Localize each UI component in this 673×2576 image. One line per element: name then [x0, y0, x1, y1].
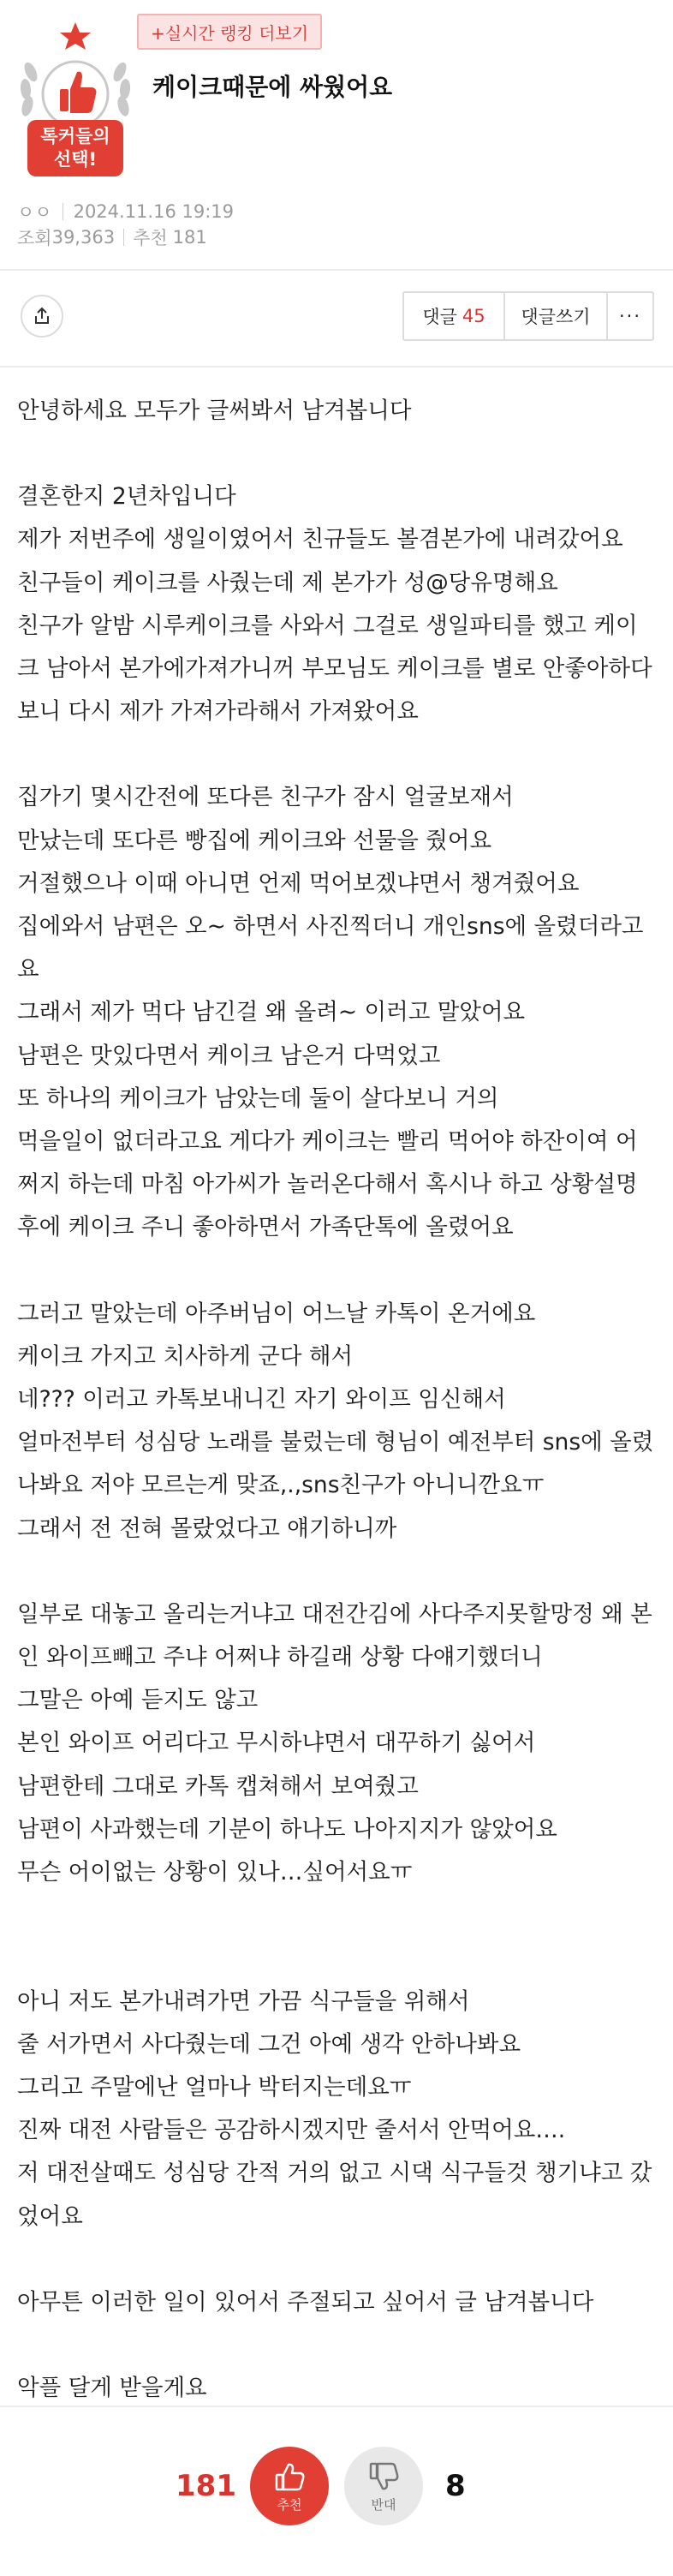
recommend-count: 181: [172, 227, 207, 248]
post-meta-author-date: [17, 199, 234, 224]
share-icon: [32, 306, 52, 326]
comments-count: 45: [462, 306, 485, 326]
post-actions: [402, 291, 654, 341]
post-body: [17, 390, 659, 2410]
badge-line-1: 톡커들의: [40, 126, 110, 146]
paragraph: 아니 저도 본가내려가면 가끔 식구들을 위해서 줄 서가면서 사다줬는데 그건 아예 생각 안하나봐요 그리고 주말에난 얼마나 박터지는데요ㅠ 진짜 대전 사람들은 공감하시겠지만 줄서서 안먹어요…. 저 대전살때도 성심당 간적 거의 없고 시댁 식구들것 챙기냐고 갔었어요: [17, 1987, 652, 2230]
recommend-label: 추천: [133, 228, 168, 248]
downvote-count: 8: [445, 2469, 466, 2503]
paragraph: 그러고 말았는데 아주버님이 어느날 카톡이 온거에요 케이크 가지고 치사하게 군다 해서 네??? 이러고 카톡보내니긴 자기 와이프 임신해서 얼마전부터 성심당 노래를 불렀는데 형님이 예전부터 sns에 올렸나봐요 저야 모르는게 맞죠,.,sns친구가 아니니깐요ㅠ 그래서 전 전혀 몰랐었다고 얘기하니까: [17, 1300, 654, 1542]
badge-line-2: 선택!: [53, 149, 98, 170]
paragraph: 아무튼 이러한 일이 있어서 주절되고 싶어서 글 남겨봅니다: [17, 2288, 594, 2316]
talkers-choice-badge: [15, 19, 135, 177]
paragraph: 일부로 대놓고 올리는거냐고 대전간김에 사다주지못할망정 왜 본인 와이프빼고 주냐 어쩌냐 하길래 상황 다얘기했더니 그말은 아예 듣지도 않고 본인 와이프 어리다고 무시하냐면서 대꾸하기 싫어서 남편한테 그대로 카톡 캡쳐해서 보여줬고 남편이 사과했는데 기분이 하나도 나아지지가 않았어요 무슨 어이없는 상황이 있나…싶어서요ㅠ: [17, 1600, 652, 1886]
realtime-ranking-button[interactable]: +실시간 랭킹 더보기: [137, 14, 322, 50]
upvote-label: 추천: [277, 2496, 302, 2513]
upvote-count: 181: [176, 2469, 236, 2503]
paragraph: 안녕하세요 모두가 글써봐서 남겨봅니다: [17, 397, 412, 424]
downvote-button[interactable]: [344, 2447, 423, 2525]
thumbs-down-icon: [366, 2459, 401, 2494]
badge-label: [27, 125, 123, 171]
more-options-button[interactable]: ···: [618, 306, 642, 326]
post-meta-stats: [17, 224, 207, 250]
paragraph: 집가기 몇시간전에 또다른 친구가 잠시 얼굴보재서 만났는데 또다른 빵집에 케이크와 선물을 줬어요 거절했으나 이때 아니면 언제 먹어보겠냐면서 챙겨줬어요 집에와서 남편은 오~ 하면서 사진찍더니 개인sns에 올렸더라고요 그래서 제가 먹다 남긴걸 왜 올려~ 이러고 말았어요 남편은 맛있다면서 케이크 남은거 다먹었고 또 하나의 케이크가 남았는데 둘이 살다보니 거의 먹을일이 없더라고요 게다가 케이크는 빨리 먹어야 하잔이여 어쩌지 하는데 마침 아가씨가 놀러온다해서 혹시나 하고 상황설명후에 케이크 주니 좋아하면서 가족단톡에 올렸어요: [17, 784, 644, 1241]
thumbs-up-icon: [272, 2459, 307, 2494]
paragraph: 악플 달게 받을게요: [17, 2374, 207, 2401]
actions-divider: [0, 366, 673, 368]
comments-button[interactable]: [404, 293, 505, 339]
meta-divider: [123, 229, 124, 246]
post-header: [0, 0, 673, 257]
write-comment-button[interactable]: 댓글쓰기: [505, 293, 608, 339]
views-label: 조회: [17, 228, 52, 248]
share-button[interactable]: [21, 295, 63, 338]
upvote-button[interactable]: [250, 2447, 329, 2525]
vote-section: [0, 2433, 673, 2527]
post-date: 2024.11.16 19:19: [73, 201, 235, 222]
body-divider: [0, 2406, 673, 2407]
comments-label: 댓글: [422, 307, 457, 327]
views-count: 39,363: [51, 227, 116, 248]
author-name[interactable]: ㅇㅇ: [17, 202, 52, 223]
paragraph: 결혼한지 2년차입니다 제가 저번주에 생일이였어서 친규들도 볼겸본가에 내려갔어요 친구들이 케이크를 사줬는데 제 본가가 성@당유명해요 친구가 알밤 시루케이크를 사와서 그걸로 생일파티를 했고 케이크 남아서 본가에가져가니꺼 부모님도 케이크를 별로 안좋아하다보니 다시 제가 가져가라해서 가져왔어요: [17, 483, 652, 726]
header-divider: [0, 269, 673, 271]
post-title: 케이크때문에 싸웠어요: [152, 73, 393, 101]
downvote-label: 반대: [371, 2496, 396, 2513]
